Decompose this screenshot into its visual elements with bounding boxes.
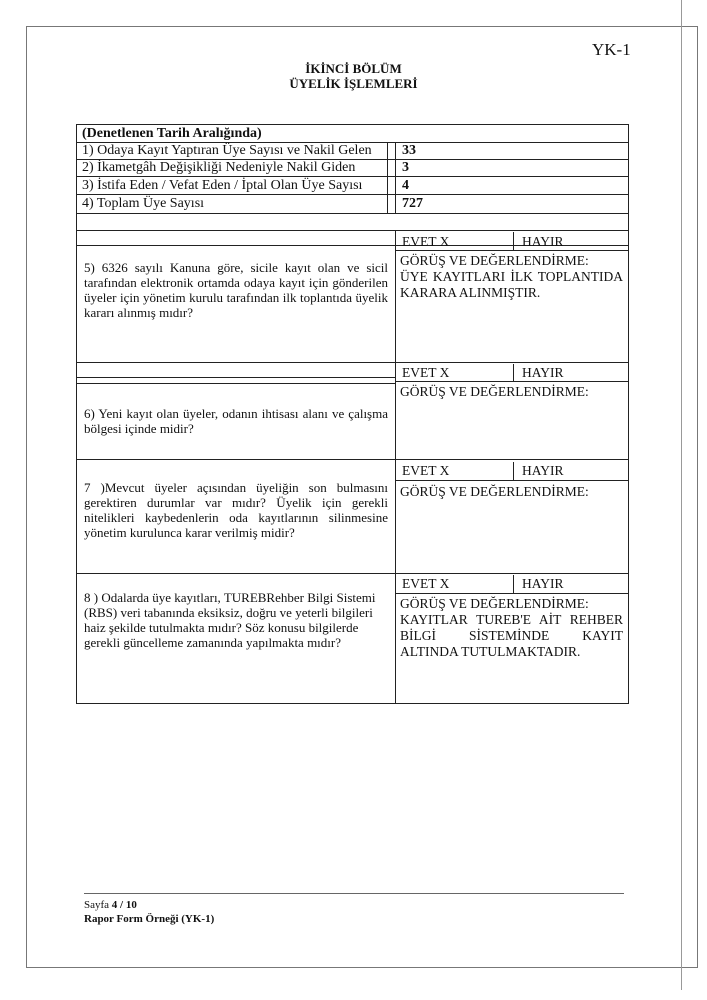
- summary-heading: (Denetlenen Tarih Aralığında): [82, 126, 262, 141]
- evet-option: EVET X: [402, 576, 450, 591]
- gorus-label: GÖRÜŞ VE DEĞERLENDİRME:: [400, 484, 589, 499]
- hayir-option: HAYIR: [522, 463, 564, 478]
- hayir-option: HAYIR: [522, 365, 564, 380]
- page-title: ÜYELİK İŞLEMLERİ: [289, 76, 418, 91]
- question-text: 6) Yeni kayıt olan üyeler, odanın ihtisası alanı ve çalışma bölgesi içinde midir?: [84, 406, 388, 436]
- question-text: 7 )Mevcut üyeler açısından üyeliğin son bulmasını gerektiren durumlar var mıdır? Üyelik için gerekli nitelikleri kaybedenlerin oda kayıtlarının silinmesine yönetim kurulunca karar verilmiş midir?: [84, 480, 388, 540]
- summary-row-value: 727: [402, 196, 423, 211]
- gorus-label: GÖRÜŞ VE DEĞERLENDİRME:: [400, 253, 589, 268]
- question-text: 8 ) Odalarda üye kayıtları, TUREBRehber Bilgi Sistemi (RBS) veri tabanında eksiksiz, doğru ve yeterli bilgileri haiz şekilde tutulmakta mıdır? Söz konusu bilgilerde gerekli güncelleme zamanında yapılmakta mıdır?: [84, 590, 376, 650]
- gorus-label: GÖRÜŞ VE DEĞERLENDİRME:: [400, 384, 589, 399]
- form-name: Rapor Form Örneği (YK-1): [84, 913, 215, 925]
- page-number: Sayfa 4 / 10: [84, 899, 137, 911]
- summary-row-label: 2) İkametgâh Değişikliği Nedeniyle Nakil Giden: [82, 160, 356, 175]
- evet-option: EVET X: [402, 463, 450, 478]
- hayir-option: HAYIR: [522, 576, 564, 591]
- gorus-text: ÜYE KAYITLARI İLK TOPLANTIDA KARARA ALINMIŞTIR.: [400, 269, 623, 300]
- footer-rule: [84, 893, 624, 894]
- question-text: 5) 6326 sayılı Kanuna göre, sicile kayıt olan ve sicil tarafından elektronik ortamda odaya kayıt için gönderilen üyeler için yönetim kurulu tarafından ilk toplantıda üyelik kararı alınmış mıdır?: [84, 260, 388, 320]
- summary-row-label: 4) Toplam Üye Sayısı: [82, 196, 205, 211]
- evet-option: EVET X: [402, 234, 450, 249]
- scan-edge: [681, 0, 682, 990]
- section-heading: İKİNCİ BÖLÜM: [305, 61, 402, 76]
- summary-row-value: 4: [402, 178, 409, 193]
- summary-row-label: 3) İstifa Eden / Vefat Eden / İptal Olan Üye Sayısı: [82, 178, 363, 193]
- evet-option: EVET X: [402, 365, 450, 380]
- summary-row-value: 3: [402, 160, 409, 175]
- summary-row-value: 33: [402, 143, 416, 158]
- hayir-option: HAYIR: [522, 234, 564, 249]
- form-code: YK-1: [592, 40, 631, 59]
- summary-row-label: 1) Odaya Kayıt Yaptıran Üye Sayısı ve Nakil Gelen: [82, 143, 372, 158]
- gorus-label: GÖRÜŞ VE DEĞERLENDİRME:: [400, 596, 589, 611]
- gorus-text: KAYITLAR TUREB'E AİT REHBER BİLGİ SİSTEMİNDE KAYIT ALTINDA TUTULMAKTADIR.: [400, 612, 623, 659]
